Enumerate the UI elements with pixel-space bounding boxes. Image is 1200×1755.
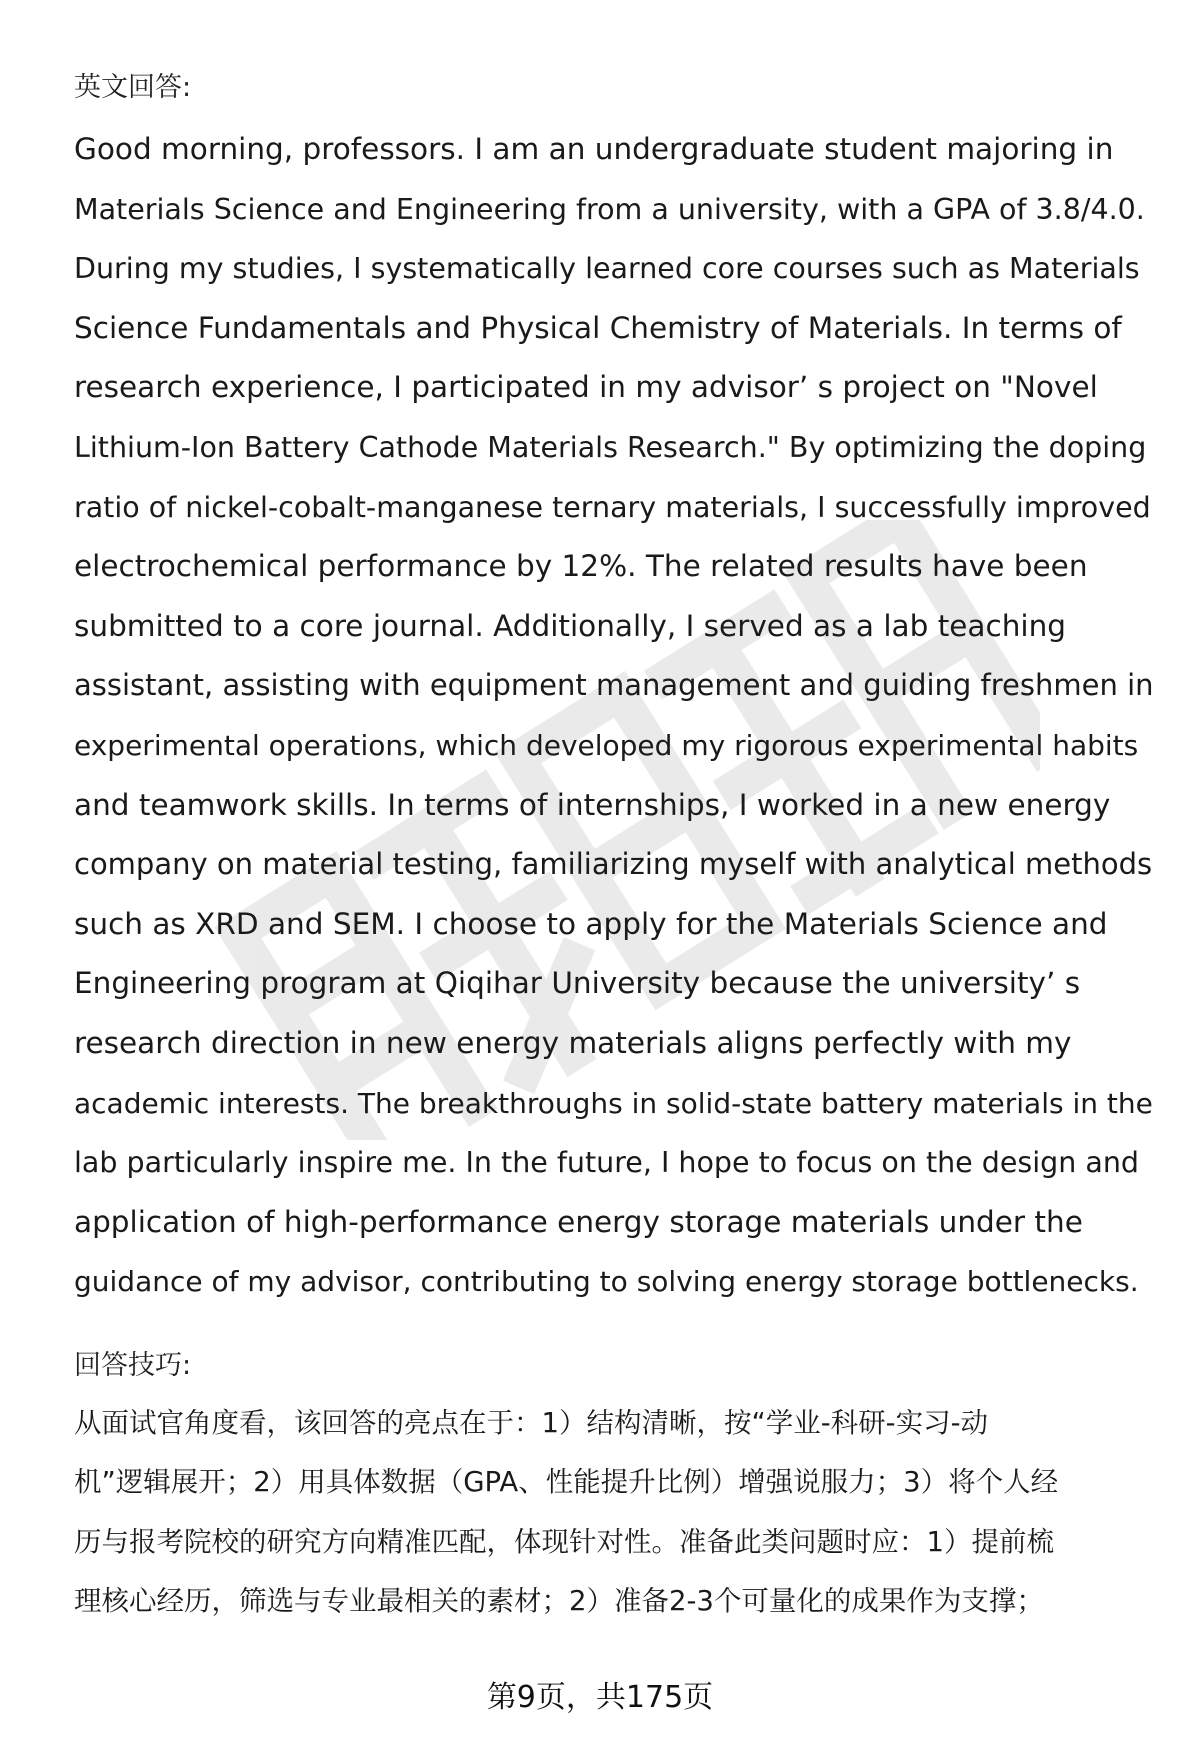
answer-line: Engineering program at Qiqihar University because the university’ s — [74, 966, 1081, 1001]
answer-line: guidance of my advisor, contributing to solving energy storage bottlenecks. — [74, 1265, 1139, 1299]
answer-heading: 英文回答: — [74, 72, 192, 103]
answer-line: Materials Science and Engineering from a university, with a GPA of 3.8/4.0. — [74, 192, 1145, 226]
answer-line: research direction in new energy materials aligns perfectly with my — [74, 1025, 1072, 1060]
tips-line: 从面试官角度看，该回答的亮点在于：1）结构清晰，按“学业-科研-实习-动 — [74, 1406, 989, 1439]
english-answer-paragraph — [74, 120, 1154, 1312]
document-content — [74, 68, 1154, 1632]
answer-line: such as XRD and SEM. I choose to apply for the Materials Science and — [74, 906, 1108, 941]
answer-line: Good morning, professors. I am an undergraduate student majoring in — [74, 132, 1114, 166]
tips-heading: 回答技巧: — [74, 1349, 192, 1381]
answer-line: experimental operations, which developed my rigorous experimental habits — [74, 728, 1139, 762]
tips-line: 历与报考院校的研究方向精准匹配，体现针对性。准备此类问题时应：1）提前梳 — [74, 1525, 1054, 1558]
page-number-footer: 第9页，共175页 — [486, 1680, 714, 1715]
answer-line: Science Fundamentals and Physical Chemistry of Materials. In terms of — [74, 310, 1122, 345]
answer-line: Lithium-Ion Battery Cathode Materials Research." By optimizing the doping — [74, 430, 1147, 464]
answer-line: assistant, assisting with equipment management and guiding freshmen in — [74, 668, 1154, 703]
answer-line: lab particularly inspire me. In the future, I hope to focus on the design and — [74, 1146, 1139, 1180]
answer-line: submitted to a core journal. Additionally, I served as a lab teaching — [74, 608, 1067, 643]
answer-line: During my studies, I systematically learned core courses such as Materials — [74, 252, 1140, 286]
answer-line: electrochemical performance by 12%. The related results have been — [74, 549, 1088, 584]
answer-line: company on material testing, familiarizing myself with analytical methods — [74, 847, 1153, 882]
tips-line: 理核心经历，筛选与专业最相关的素材；2）准备2-3个可量化的成果作为支撑； — [74, 1585, 1044, 1618]
answer-line: ratio of nickel-cobalt-manganese ternary materials, I successfully improved — [74, 490, 1151, 524]
tips-paragraph — [74, 1394, 1154, 1632]
answer-line: and teamwork skills. In terms of internships, I worked in a new energy — [74, 787, 1111, 822]
answer-line: research experience, I participated in my advisor’ s project on "Novel — [74, 370, 1098, 405]
answer-line: application of high-performance energy storage materials under the — [74, 1204, 1083, 1239]
answer-line: academic interests. The breakthroughs in solid-state battery materials in the — [74, 1086, 1153, 1120]
tips-line: 机”逻辑展开；2）用具体数据（GPA、性能提升比例）增强说服力；3）将个人经 — [74, 1466, 1059, 1499]
